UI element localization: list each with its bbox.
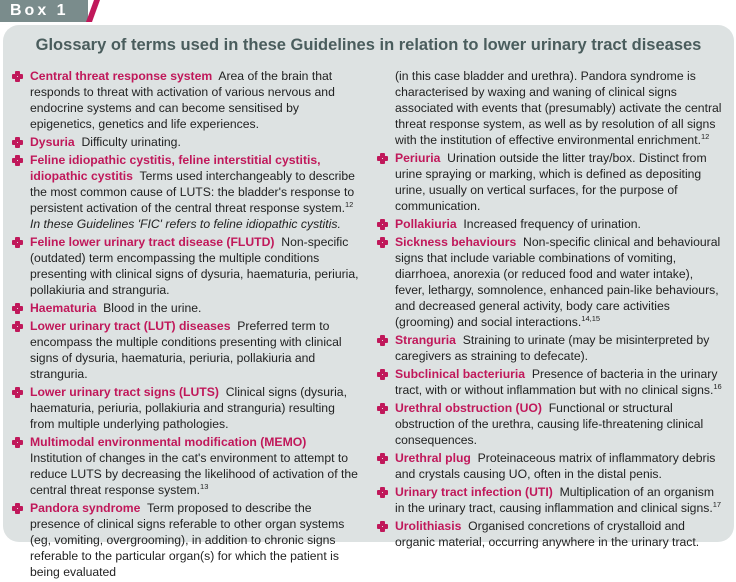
right-column bbox=[374, 68, 724, 552]
bullet-icon bbox=[377, 369, 388, 380]
glossary-definition: Increased frequency of urination. bbox=[463, 217, 641, 231]
reference-superscript: 17 bbox=[712, 499, 722, 509]
bullet-icon bbox=[12, 303, 23, 314]
glossary-entry-lower-urinary-tract-signs-luts bbox=[9, 384, 361, 432]
tab-accent-slash bbox=[86, 0, 100, 22]
glossary-definition: Difficulty urinating. bbox=[81, 135, 181, 149]
glossary-term: Central threat response system bbox=[30, 69, 213, 83]
glossary-entry-feline-idiopathic-cystitis-feline-inters bbox=[9, 152, 361, 232]
bullet-icon bbox=[377, 521, 388, 532]
glossary-entry-subclinical-bacteriuria bbox=[374, 366, 724, 398]
reference-superscript: 13 bbox=[200, 481, 209, 491]
glossary-note: In these Guidelines 'FIC' refers to feline idiopathic cystitis. bbox=[30, 217, 341, 231]
glossary-definition: Terms used interchangeably to describe the most common cause of LUTS: the bladder's response to persistent activation of the central threat response system. bbox=[30, 169, 355, 215]
glossary-definition: Institution of changes in the cat's environment to attempt to reduce LUTS by decreasing the likelihood of activation of the central threat response system. bbox=[30, 451, 358, 497]
bullet-icon bbox=[12, 387, 23, 398]
glossary-definition: Non-specific clinical and behavioural signs that include variable combinations of vomiting, diarrhoea, anorexia (or reduced food and water intake), fever, lethargy, somnolence, enhanced pain-like behaviours, and decreased general activity, body care activities (grooming) and social interactions. bbox=[395, 235, 721, 329]
bullet-icon bbox=[12, 155, 23, 166]
reference-superscript: 14,15 bbox=[581, 313, 601, 323]
glossary-entry-dysuria bbox=[9, 134, 361, 150]
glossary-entry-lower-urinary-tract-lut-diseases bbox=[9, 318, 361, 382]
bullet-icon bbox=[377, 335, 388, 346]
glossary-term: Multimodal environmental modification (MEMO) bbox=[30, 435, 307, 449]
glossary-term: Subclinical bacteriuria bbox=[395, 367, 526, 381]
box-label-tab bbox=[0, 0, 88, 22]
continuation-text: (in this case bladder and urethra). Pandora syndrome is characterised by waxing and waning of clinical signs associated with events that (presumably) activate the central threat response system, as well as by resolution of all signs with the institution of effective environmental enrichment. bbox=[395, 69, 722, 147]
glossary-definition: Functional or structural obstruction of the urethra, causing life-threatening clinical consequences. bbox=[395, 401, 704, 447]
bullet-icon bbox=[377, 487, 388, 498]
glossary-term: Lower urinary tract signs (LUTS) bbox=[30, 385, 219, 399]
glossary-entry-sickness-behaviours bbox=[374, 234, 724, 330]
glossary-definition: Multiplication of an organism in the urinary tract, causing inflammation and clinical signs. bbox=[395, 485, 715, 515]
glossary-term: Urethral plug bbox=[395, 451, 471, 465]
bullet-icon bbox=[377, 403, 388, 414]
glossary-entry-pollakiuria bbox=[374, 216, 724, 232]
glossary-term: Stranguria bbox=[395, 333, 456, 347]
glossary-definition: Preferred term to encompass the multiple conditions presenting with clinical signs of dysuria, haematuria, periuria, pollakiuria and stranguria. bbox=[30, 319, 342, 381]
glossary-term: Sickness behaviours bbox=[395, 235, 517, 249]
glossary-definition: Clinical signs (dysuria, haematuria, periuria, pollakiuria and stranguria) resulting from multiple underlying pathologies. bbox=[30, 385, 347, 431]
glossary-entry-periuria bbox=[374, 150, 724, 214]
glossary-term: Pollakiuria bbox=[395, 217, 457, 231]
bullet-icon bbox=[12, 321, 23, 332]
bullet-icon bbox=[377, 453, 388, 464]
bullet-icon bbox=[12, 137, 23, 148]
glossary-definition: Area of the brain that responds to threat with activation of various nervous and endocrine systems and can become sensitised by epigenetics, genetics and life experiences. bbox=[30, 69, 335, 131]
glossary-entry-urethral-plug bbox=[374, 450, 724, 482]
glossary-definition: Non-specific (outdated) term encompassing the multiple conditions presenting with clinical signs of dysuria, haematuria, periuria, pollakiuria and stranguria. bbox=[30, 235, 359, 297]
bullet-icon bbox=[12, 437, 23, 448]
glossary-entry-urolithiasis bbox=[374, 518, 724, 550]
glossary-entry-multimodal-environmental-modification-me bbox=[9, 434, 361, 498]
glossary-entry-urinary-tract-infection-uti bbox=[374, 484, 724, 516]
bullet-icon bbox=[377, 219, 388, 230]
glossary-entry-pandora-syndrome bbox=[9, 500, 361, 580]
glossary-definition: Presence of bacteria in the urinary tract, with or without inflammation but with no clinical signs. bbox=[395, 367, 718, 397]
glossary-entry-stranguria bbox=[374, 332, 724, 364]
glossary-title: Glossary of terms used in these Guidelines in relation to lower urinary tract diseases bbox=[35, 36, 702, 54]
glossary-entry-central-threat-response-system bbox=[9, 68, 361, 132]
glossary-entry-feline-lower-urinary-tract-disease-flutd bbox=[9, 234, 361, 298]
glossary-term: Feline idiopathic cystitis, feline interstitial cystitis, idiopathic cystitis bbox=[30, 153, 321, 183]
bullet-icon bbox=[12, 503, 23, 514]
glossary-definition: Term proposed to describe the presence of clinical signs referable to other organ systems (eg, vomiting, overgrooming), in addition to chronic signs referable to the particular organ(s) for which the patient is being evaluated bbox=[30, 501, 345, 579]
glossary-entry-haematuria bbox=[9, 300, 361, 316]
glossary-definition: Organised concretions of crystalloid and organic material, occurring anywhere in the urinary tract. bbox=[395, 519, 700, 549]
glossary-term: Urinary tract infection (UTI) bbox=[395, 485, 553, 499]
glossary-term: Urethral obstruction (UO) bbox=[395, 401, 542, 415]
glossary-panel bbox=[3, 25, 734, 579]
glossary-term: Dysuria bbox=[30, 135, 75, 149]
glossary-definition: Straining to urinate (may be misinterpreted by caregivers as straining to defecate). bbox=[395, 333, 710, 363]
glossary-entry-urethral-obstruction-uo bbox=[374, 400, 724, 448]
box-label: Box 1 bbox=[10, 2, 69, 19]
bullet-icon bbox=[377, 237, 388, 248]
pandora-continuation bbox=[374, 68, 724, 148]
bullet-icon bbox=[12, 71, 23, 82]
glossary-term: Periuria bbox=[395, 151, 441, 165]
glossary-term: Haematuria bbox=[30, 301, 97, 315]
glossary-definition: Urination outside the litter tray/box. Distinct from urine spraying or marking, which is defined as depositing urine, usually on vertical surfaces, for the purpose of communication. bbox=[395, 151, 707, 213]
continuation-ref: 12 bbox=[700, 131, 710, 141]
glossary-term: Pandora syndrome bbox=[30, 501, 141, 515]
reference-superscript: 12 bbox=[345, 199, 354, 209]
glossary-definition: Proteinaceous matrix of inflammatory debris and crystals causing UO, often in the distal penis. bbox=[395, 451, 716, 481]
bullet-icon bbox=[12, 237, 23, 248]
left-column bbox=[9, 68, 361, 582]
bullet-icon bbox=[377, 153, 388, 164]
glossary-term: Urolithiasis bbox=[395, 519, 462, 533]
reference-superscript: 16 bbox=[713, 381, 722, 391]
glossary-term: Lower urinary tract (LUT) diseases bbox=[30, 319, 231, 333]
glossary-definition: Blood in the urine. bbox=[103, 301, 202, 315]
glossary-term: Feline lower urinary tract disease (FLUTD) bbox=[30, 235, 275, 249]
